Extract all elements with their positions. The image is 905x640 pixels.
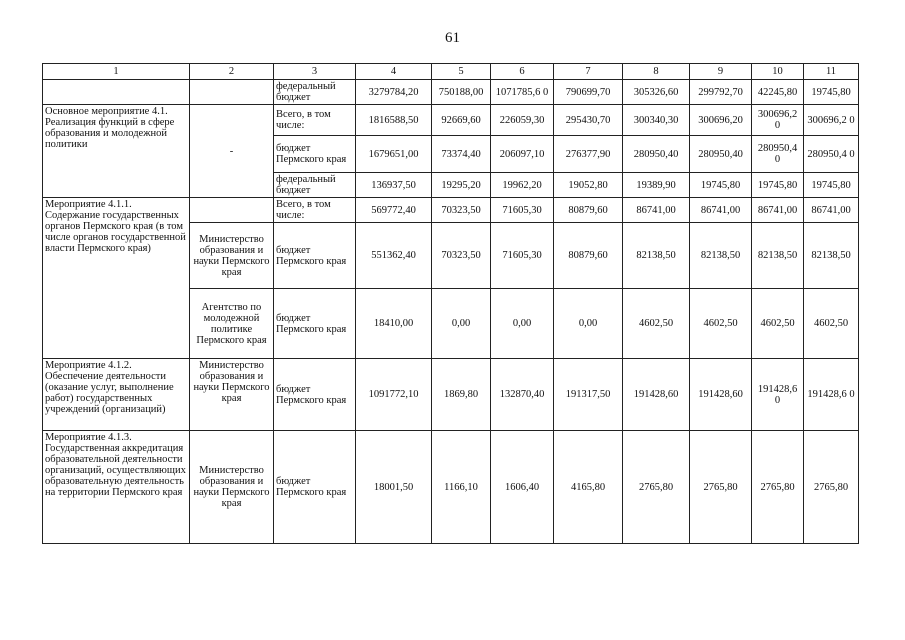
- amount-cell: 300696,20: [690, 105, 752, 136]
- column-number: 6: [491, 64, 554, 80]
- funding-source-cell: Всего, в том числе:: [274, 105, 356, 136]
- column-number: 5: [432, 64, 491, 80]
- program-name-cell: Мероприятие 4.1.1. Содержание государственных органов Пермского края (в том числе органов государственной власти Пермского края): [43, 198, 190, 359]
- page-number: 61: [445, 30, 460, 46]
- amount-cell: 0,00: [432, 289, 491, 359]
- executor-cell: Министерство образования и науки Пермского края: [190, 431, 274, 544]
- amount-cell: 295430,70: [554, 105, 623, 136]
- amount-cell: 19962,20: [491, 173, 554, 198]
- funding-source-cell: федеральный бюджет: [274, 173, 356, 198]
- column-number: 4: [356, 64, 432, 80]
- amount-cell: 19745,80: [804, 173, 859, 198]
- amount-cell: 3279784,20: [356, 80, 432, 105]
- amount-cell: 82138,50: [690, 223, 752, 289]
- program-name-cell: Основное мероприятие 4.1. Реализация функций в сфере образования и молодежной политики: [43, 105, 190, 198]
- amount-cell: 82138,50: [752, 223, 804, 289]
- column-number: 1: [43, 64, 190, 80]
- executor-cell-empty: [190, 80, 274, 105]
- executor-cell: Министерство образования и науки Пермского края: [190, 223, 274, 289]
- amount-cell: 191428,60: [623, 359, 690, 431]
- amount-cell: 569772,40: [356, 198, 432, 223]
- amount-cell: 1091772,10: [356, 359, 432, 431]
- column-number: 10: [752, 64, 804, 80]
- column-number: 8: [623, 64, 690, 80]
- amount-cell: 82138,50: [623, 223, 690, 289]
- amount-cell: 191317,50: [554, 359, 623, 431]
- column-number: 3: [274, 64, 356, 80]
- amount-cell: 4165,80: [554, 431, 623, 544]
- amount-cell: 86741,00: [690, 198, 752, 223]
- amount-cell: 2765,80: [623, 431, 690, 544]
- funding-source-cell: федеральный бюджет: [274, 80, 356, 105]
- amount-cell: 0,00: [554, 289, 623, 359]
- column-number: 9: [690, 64, 752, 80]
- amount-cell: 2765,80: [752, 431, 804, 544]
- amount-cell: 280950,4 0: [804, 136, 859, 173]
- amount-cell: 1071785,6 0: [491, 80, 554, 105]
- amount-cell: 19295,20: [432, 173, 491, 198]
- amount-cell: 42245,80: [752, 80, 804, 105]
- amount-cell: 191428,6 0: [752, 359, 804, 431]
- executor-cell-empty: [190, 198, 274, 223]
- funding-source-cell: бюджет Пермского края: [274, 223, 356, 289]
- amount-cell: 191428,6 0: [804, 359, 859, 431]
- amount-cell: 71605,30: [491, 223, 554, 289]
- program-name-cell: Мероприятие 4.1.3. Государственная аккредитация образовательной деятельности организаций, осуществляющих образовательную деятельность на территории Пермского края: [43, 431, 190, 544]
- amount-cell: 19389,90: [623, 173, 690, 198]
- column-number-row: [43, 64, 859, 80]
- table-row: [43, 80, 859, 105]
- column-number: 11: [804, 64, 859, 80]
- amount-cell: 80879,60: [554, 198, 623, 223]
- amount-cell: 0,00: [491, 289, 554, 359]
- program-name-cell: Мероприятие 4.1.2. Обеспечение деятельности (оказание услуг, выполнение работ) государственных учреждений (организаций): [43, 359, 190, 431]
- amount-cell: 226059,30: [491, 105, 554, 136]
- amount-cell: 86741,00: [804, 198, 859, 223]
- amount-cell: 1869,80: [432, 359, 491, 431]
- amount-cell: 1166,10: [432, 431, 491, 544]
- amount-cell: 19745,80: [690, 173, 752, 198]
- column-number: 2: [190, 64, 274, 80]
- amount-cell: 191428,60: [690, 359, 752, 431]
- amount-cell: 4602,50: [752, 289, 804, 359]
- amount-cell: 18001,50: [356, 431, 432, 544]
- amount-cell: 300696,2 0: [752, 105, 804, 136]
- amount-cell: 19745,80: [804, 80, 859, 105]
- amount-cell: 750188,00: [432, 80, 491, 105]
- amount-cell: 1816588,50: [356, 105, 432, 136]
- amount-cell: 2765,80: [804, 431, 859, 544]
- executor-cell: Министерство образования и науки Пермского края: [190, 359, 274, 431]
- table-row: [43, 198, 859, 223]
- amount-cell: 4602,50: [690, 289, 752, 359]
- amount-cell: 18410,00: [356, 289, 432, 359]
- amount-cell: 299792,70: [690, 80, 752, 105]
- amount-cell: 280950,40: [690, 136, 752, 173]
- amount-cell: 86741,00: [752, 198, 804, 223]
- amount-cell: 300340,30: [623, 105, 690, 136]
- executor-cell: -: [190, 105, 274, 198]
- funding-source-cell: Всего, в том числе:: [274, 198, 356, 223]
- amount-cell: 92669,60: [432, 105, 491, 136]
- amount-cell: 136937,50: [356, 173, 432, 198]
- table-row: [43, 431, 859, 544]
- amount-cell: 70323,50: [432, 223, 491, 289]
- funding-source-cell: бюджет Пермского края: [274, 431, 356, 544]
- amount-cell: 1679651,00: [356, 136, 432, 173]
- amount-cell: 276377,90: [554, 136, 623, 173]
- funding-source-cell: бюджет Пермского края: [274, 136, 356, 173]
- amount-cell: 280950,4 0: [752, 136, 804, 173]
- amount-cell: 73374,40: [432, 136, 491, 173]
- amount-cell: 790699,70: [554, 80, 623, 105]
- amount-cell: 132870,40: [491, 359, 554, 431]
- amount-cell: 86741,00: [623, 198, 690, 223]
- funding-source-cell: бюджет Пермского края: [274, 359, 356, 431]
- amount-cell: 70323,50: [432, 198, 491, 223]
- amount-cell: 80879,60: [554, 223, 623, 289]
- amount-cell: 2765,80: [690, 431, 752, 544]
- table-row: [43, 359, 859, 431]
- amount-cell: 280950,40: [623, 136, 690, 173]
- amount-cell: 206097,10: [491, 136, 554, 173]
- amount-cell: 1606,40: [491, 431, 554, 544]
- table-row: [43, 105, 859, 136]
- amount-cell: 82138,50: [804, 223, 859, 289]
- amount-cell: 551362,40: [356, 223, 432, 289]
- budget-table: [42, 63, 859, 544]
- amount-cell: 4602,50: [804, 289, 859, 359]
- amount-cell: 4602,50: [623, 289, 690, 359]
- executor-cell: Агентство по молодежной политике Пермского края: [190, 289, 274, 359]
- amount-cell: 71605,30: [491, 198, 554, 223]
- program-cell-empty: [43, 80, 190, 105]
- column-number: 7: [554, 64, 623, 80]
- amount-cell: 19745,80: [752, 173, 804, 198]
- funding-source-cell: бюджет Пермского края: [274, 289, 356, 359]
- amount-cell: 19052,80: [554, 173, 623, 198]
- amount-cell: 305326,60: [623, 80, 690, 105]
- amount-cell: 300696,2 0: [804, 105, 859, 136]
